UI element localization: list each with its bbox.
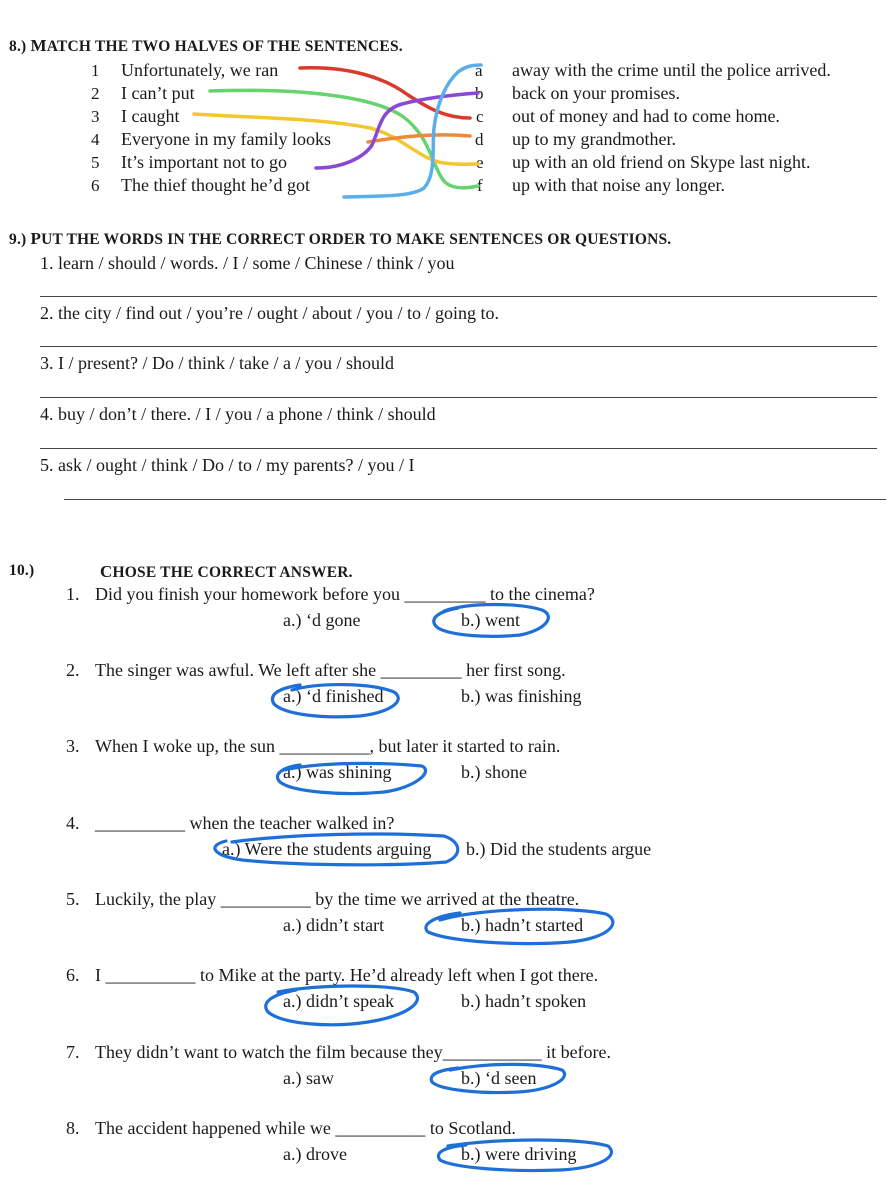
reorder-item-5: 5. ask / ought / think / Do / to / my parents? / you / I [40, 455, 415, 475]
match-right-d: up to my grandmother. [512, 129, 676, 149]
question-text: The accident happened while we __________ to Scotland. [95, 1118, 516, 1138]
match-right-c: out of money and had to come home. [512, 106, 780, 126]
question-text: The singer was awful. We left after she _________ her first song. [95, 660, 566, 680]
match-right-e: up with an old friend on Skype last night. [512, 152, 811, 172]
option-b[interactable]: b.) hadn’t started [461, 915, 584, 935]
match-line-5-b [316, 93, 478, 168]
match-left-3: I caught [121, 106, 180, 126]
match-left-6: The thief thought he’d got [121, 175, 310, 195]
option-a[interactable]: a.) drove [283, 1144, 347, 1164]
option-a[interactable]: a.) Were the students arguing [222, 839, 432, 859]
answer-line-2[interactable] [40, 346, 877, 347]
match-left-5: It’s important not to go [121, 152, 287, 172]
option-a[interactable]: a.) saw [283, 1068, 334, 1088]
question-text: They didn’t want to watch the film because they___________ it before. [95, 1042, 612, 1062]
answer-line-3[interactable] [40, 397, 877, 398]
reorder-item-2: 2. the city / find out / you’re / ought / about / you / to / going to. [40, 303, 499, 323]
match-left-4: Everyone in my family looks [121, 129, 331, 149]
question-text: I __________ to Mike at the party. He’d already left when I got there. [95, 965, 599, 985]
reorder-item-4: 4. buy / don’t / there. / I / you / a phone / think / should [40, 404, 436, 424]
option-a[interactable]: a.) didn’t start [283, 915, 385, 935]
question-text: Did you finish your homework before you _________ to the cinema? [95, 584, 595, 604]
match-right-f: up with that noise any longer. [512, 175, 725, 195]
reorder-item-1: 1. learn / should / words. / I / some / Chinese / think / you [40, 253, 455, 273]
section9-heading: 9.) PUT THE WORDS IN THE CORRECT ORDER TO MAKE SENTENCES OR QUESTIONS. [9, 229, 672, 248]
section10-number: 10.) [9, 562, 35, 579]
match-line-6-a [344, 65, 481, 197]
reorder-item-3: 3. I / present? / Do / think / take / a / you / should [40, 353, 394, 373]
section8-heading: 8.) MATCH THE TWO HALVES OF THE SENTENCES. [9, 36, 403, 55]
section9-title: UT THE WORDS IN THE CORRECT ORDER TO MAKE SENTENCES OR QUESTIONS. [41, 231, 672, 248]
section10-title: HOSE THE CORRECT ANSWER. [112, 564, 353, 581]
match-right-a: away with the crime until the police arrived. [512, 60, 831, 80]
match-left-2: I can’t put [121, 83, 195, 103]
question-text: __________ when the teacher walked in? [95, 813, 395, 833]
option-b[interactable]: b.) shone [461, 762, 527, 782]
option-b[interactable]: b.) was finishing [461, 686, 582, 706]
question-text: Luckily, the play __________ by the time we arrived at the theatre. [95, 889, 580, 909]
match-line-4-d [368, 135, 470, 142]
option-b[interactable]: b.) were driving [461, 1144, 577, 1164]
section8-title: ATCH THE TWO HALVES OF THE SENTENCES. [46, 38, 403, 55]
section10-heading: CHOSE THE CORRECT ANSWER. [100, 562, 353, 581]
option-b[interactable]: b.) hadn’t spoken [461, 991, 587, 1011]
answer-line-4[interactable] [40, 448, 877, 449]
section9-number: 9.) [9, 231, 27, 248]
option-b[interactable]: b.) went [461, 610, 520, 630]
question-text: When I woke up, the sun __________, but later it started to rain. [95, 736, 561, 756]
section8-number: 8.) [9, 38, 27, 55]
option-a[interactable]: a.) ‘d gone [283, 610, 361, 630]
option-a[interactable]: a.) was shining [283, 762, 392, 782]
option-a[interactable]: a.) ‘d finished [283, 686, 384, 706]
answer-line-5[interactable] [64, 499, 886, 500]
match-line-1-c [300, 68, 470, 118]
option-b[interactable]: b.) Did the students argue [466, 839, 652, 859]
option-a[interactable]: a.) didn’t speak [283, 991, 395, 1011]
match-left-1: Unfortunately, we ran [121, 60, 279, 80]
option-b[interactable]: b.) ‘d seen [461, 1068, 537, 1088]
match-right-b: back on your promises. [512, 83, 680, 103]
answer-line-1[interactable] [40, 296, 877, 297]
